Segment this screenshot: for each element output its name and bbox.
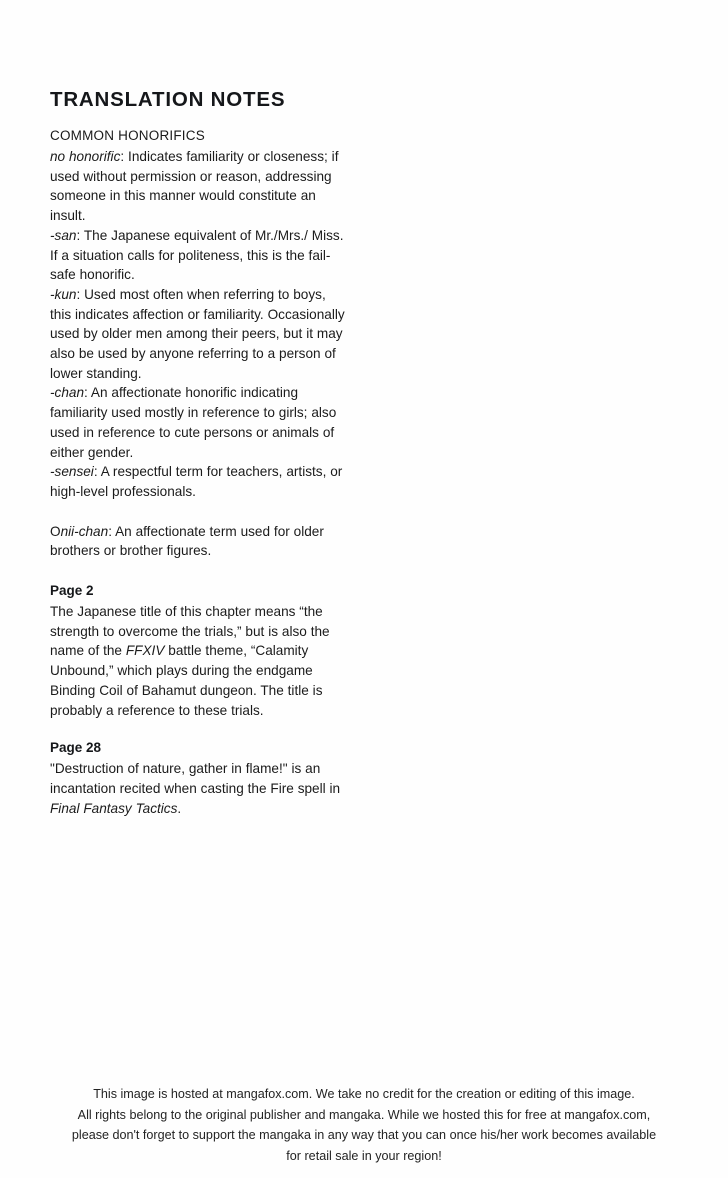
- paragraph: no honorific: Indicates familiarity or closeness; if used without permission or reason, addressing someone in this manner would constitute an insult.: [50, 149, 339, 224]
- section-onii-chan: [50, 522, 350, 561]
- section-heading: Page 2: [50, 583, 94, 599]
- paragraph: Onii-chan: An affectionate term used for older brothers or brother figures.: [50, 523, 324, 559]
- translation-notes-block: [50, 88, 350, 818]
- paragraph: -san: The Japanese equivalent of Mr./Mrs./ Miss. If a situation calls for politeness, this is the fail-safe honorific.: [50, 227, 344, 283]
- footer-line: This image is hosted at mangafox.com. We take no credit for the creation or editing of this image.: [93, 1087, 635, 1101]
- section-page-2: [50, 581, 350, 720]
- paragraph: "Destruction of nature, gather in flame!" is an incantation recited when casting the Fire spell in Final Fantasy Tactics.: [50, 761, 341, 816]
- footer-notice: [0, 1084, 728, 1166]
- footer-line: for retail sale in your region!: [286, 1148, 442, 1163]
- footer-line: All rights belong to the original publisher and mangaka. While we hosted this for free at mangafox.com,: [77, 1107, 651, 1122]
- spacer: [50, 720, 350, 738]
- paragraph: -sensei: A respectful term for teachers, artists, or high-level professionals.: [50, 464, 343, 499]
- section-page-28: [50, 738, 350, 818]
- spacer: [50, 561, 350, 581]
- page-title: TRANSLATION NOTES: [50, 88, 286, 111]
- spacer: [50, 502, 350, 522]
- section-heading: COMMON HONORIFICS: [50, 128, 205, 143]
- paragraph: The Japanese title of this chapter means “the strength to overcome the trials,” but is also the name of the FFXIV battle theme, “Calamity Unbound,” which plays during the endgame Binding Coil of Bahamut dungeon. The title is probably a reference to these trials.: [50, 604, 330, 718]
- paragraph: -kun: Used most often when referring to boys, this indicates affection or familiarity. Occasionally used by older men among their peers, but it may also be used by anyone referring to a person of lower standing.: [50, 286, 345, 381]
- section-common-honorifics: [50, 126, 350, 502]
- section-heading: Page 28: [50, 740, 102, 756]
- footer-line: please don't forget to support the mangaka in any way that you can once his/her work becomes available: [71, 1128, 657, 1142]
- paragraph: -chan: An affectionate honorific indicating familiarity used mostly in reference to girls; also used in reference to cute persons or animals of either gender.: [50, 385, 337, 460]
